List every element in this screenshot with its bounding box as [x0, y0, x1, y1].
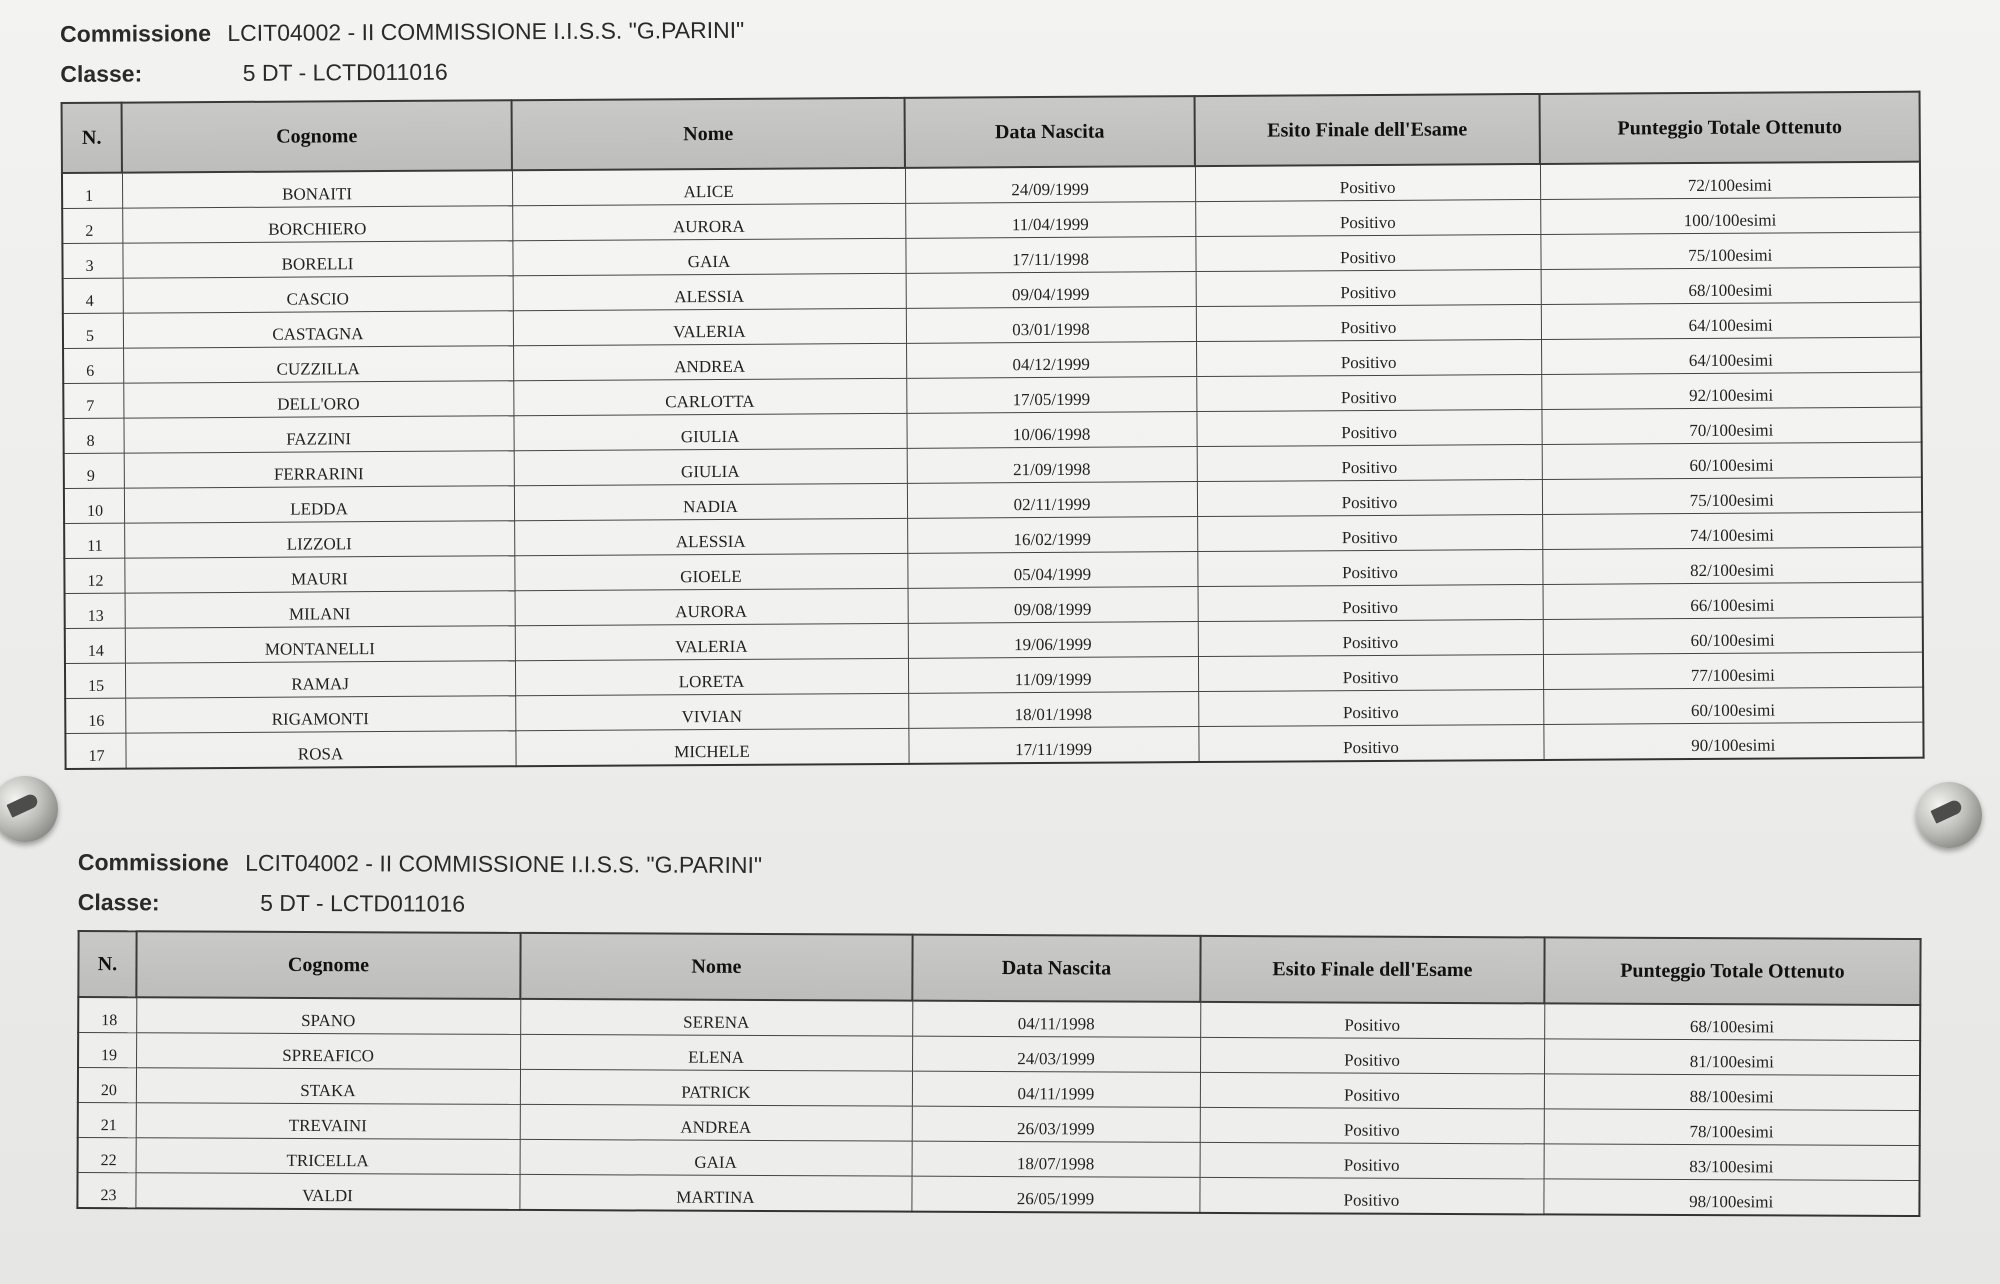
- column-header: Punteggio Totale Ottenuto: [1544, 937, 1920, 1005]
- column-header: Cognome: [122, 100, 512, 172]
- cell-number: 16: [65, 698, 125, 733]
- cell-nome: AURORA: [515, 588, 908, 625]
- cell-punteggio: 64/100esimi: [1541, 302, 1921, 339]
- cell-esito: Positivo: [1196, 409, 1541, 446]
- classe-value: 5 DT - LCTD011016: [260, 889, 466, 917]
- cell-data-nascita: 02/11/1999: [907, 482, 1197, 519]
- column-header: Esito Finale dell'Esame: [1195, 94, 1540, 166]
- cell-nome: ANDREA: [513, 343, 906, 380]
- cell-cognome: LEDDA: [124, 486, 514, 523]
- cell-data-nascita: 11/04/1999: [905, 202, 1195, 239]
- cell-esito: Positivo: [1198, 724, 1543, 762]
- cell-punteggio: 64/100esimi: [1541, 337, 1921, 374]
- cell-number: 1: [62, 173, 122, 209]
- cell-number: 22: [78, 1138, 136, 1173]
- cell-nome: PATRICK: [520, 1069, 912, 1106]
- cell-nome: NADIA: [514, 483, 907, 520]
- cell-esito: Positivo: [1197, 514, 1542, 551]
- cell-esito: Positivo: [1196, 269, 1541, 306]
- column-header: N.: [78, 931, 136, 997]
- cell-cognome: CASTAGNA: [123, 311, 513, 348]
- classe-label: Classe:: [77, 888, 160, 916]
- table-row: [77, 1173, 1919, 1217]
- cell-data-nascita: 18/07/1998: [912, 1141, 1200, 1177]
- cell-cognome: VALDI: [135, 1173, 519, 1210]
- cell-punteggio: 60/100esimi: [1542, 442, 1922, 479]
- cell-punteggio: 78/100esimi: [1544, 1109, 1920, 1146]
- cell-nome: MARTINA: [519, 1174, 911, 1211]
- cell-nome: AURORA: [512, 203, 905, 240]
- cell-punteggio: 83/100esimi: [1544, 1144, 1920, 1181]
- cell-esito: Positivo: [1200, 1072, 1544, 1109]
- column-header: Nome: [520, 933, 912, 1001]
- cell-number: 20: [78, 1068, 136, 1103]
- cell-punteggio: 72/100esimi: [1540, 162, 1920, 200]
- cell-esito: Positivo: [1197, 444, 1542, 481]
- cell-punteggio: 100/100esimi: [1540, 197, 1920, 234]
- table-header-row: [78, 931, 1920, 1005]
- cell-esito: Positivo: [1196, 304, 1541, 341]
- students-table: [61, 91, 1925, 770]
- cell-punteggio: 75/100esimi: [1540, 232, 1920, 269]
- cell-nome: ALESSIA: [513, 273, 906, 310]
- cell-number: 14: [65, 628, 125, 663]
- cell-esito: Positivo: [1196, 374, 1541, 411]
- cell-nome: GAIA: [520, 1139, 912, 1176]
- cell-cognome: ROSA: [125, 731, 515, 769]
- cell-esito: Positivo: [1195, 164, 1540, 202]
- classe-label: Classe:: [60, 60, 143, 87]
- cell-cognome: BORELLI: [122, 241, 512, 278]
- cell-esito: Positivo: [1196, 339, 1541, 376]
- cell-number: 15: [65, 663, 125, 698]
- cell-esito: Positivo: [1198, 584, 1543, 621]
- cell-esito: Positivo: [1195, 199, 1540, 236]
- cell-nome: SERENA: [520, 999, 912, 1036]
- cell-data-nascita: 17/05/1999: [906, 377, 1196, 414]
- cell-punteggio: 98/100esimi: [1543, 1179, 1919, 1216]
- cell-data-nascita: 04/11/1999: [912, 1071, 1200, 1107]
- cell-esito: Positivo: [1199, 1177, 1543, 1214]
- column-header: Esito Finale dell'Esame: [1200, 936, 1544, 1004]
- cell-esito: Positivo: [1200, 1142, 1544, 1179]
- cell-nome: GIULIA: [514, 448, 907, 485]
- classe-line: [78, 882, 1928, 930]
- cell-punteggio: 60/100esimi: [1543, 687, 1923, 724]
- cell-cognome: DELL'ORO: [123, 381, 513, 418]
- cell-number: 13: [65, 593, 125, 628]
- cell-cognome: STAKA: [136, 1068, 520, 1105]
- cell-cognome: CUZZILLA: [123, 346, 513, 383]
- cell-punteggio: 70/100esimi: [1541, 407, 1921, 444]
- cell-data-nascita: 26/05/1999: [911, 1176, 1199, 1213]
- cell-number: 9: [64, 453, 124, 488]
- commissione-value: LCIT04002 - II COMMISSIONE I.I.S.S. "G.PARINI": [227, 16, 745, 46]
- cell-punteggio: 75/100esimi: [1542, 477, 1922, 514]
- cell-number: 12: [64, 558, 124, 593]
- cell-esito: Positivo: [1200, 1107, 1544, 1144]
- cell-nome: LORETA: [515, 658, 908, 695]
- cell-cognome: SPREAFICO: [136, 1033, 520, 1070]
- cell-cognome: SPANO: [136, 997, 520, 1034]
- cell-cognome: CASCIO: [123, 276, 513, 313]
- cell-number: 18: [78, 997, 136, 1033]
- cell-nome: GIULIA: [513, 413, 906, 450]
- cell-data-nascita: 09/04/1999: [906, 272, 1196, 309]
- cell-data-nascita: 10/06/1998: [906, 412, 1196, 449]
- cell-esito: Positivo: [1197, 479, 1542, 516]
- cell-nome: ALICE: [512, 168, 905, 206]
- cell-punteggio: 68/100esimi: [1544, 1003, 1920, 1040]
- cell-punteggio: 81/100esimi: [1544, 1039, 1920, 1076]
- cell-cognome: TRICELLA: [136, 1138, 520, 1175]
- table-header-row: [62, 92, 1920, 173]
- column-header: Cognome: [136, 931, 520, 999]
- cell-punteggio: 88/100esimi: [1544, 1074, 1920, 1111]
- cell-punteggio: 77/100esimi: [1543, 652, 1923, 689]
- commissione-value: LCIT04002 - II COMMISSIONE I.I.S.S. "G.PARINI": [245, 849, 763, 878]
- cell-number: 10: [64, 488, 124, 523]
- cell-cognome: RIGAMONTI: [125, 696, 515, 733]
- cell-data-nascita: 09/08/1999: [908, 587, 1198, 624]
- cell-number: 19: [78, 1033, 136, 1068]
- cell-number: 2: [62, 208, 122, 243]
- section-2: [76, 842, 1928, 1217]
- cell-data-nascita: 24/09/1999: [905, 166, 1195, 203]
- cell-cognome: FERRARINI: [124, 451, 514, 488]
- cell-number: 7: [63, 383, 123, 418]
- cell-number: 8: [63, 418, 123, 453]
- cell-cognome: TREVAINI: [136, 1103, 520, 1140]
- cell-esito: Positivo: [1198, 619, 1543, 656]
- cell-number: 4: [63, 278, 123, 313]
- column-header: Nome: [512, 98, 905, 170]
- cell-cognome: MILANI: [125, 591, 515, 628]
- cell-punteggio: 68/100esimi: [1541, 267, 1921, 304]
- cell-data-nascita: 21/09/1998: [907, 447, 1197, 484]
- cell-esito: Positivo: [1200, 1002, 1544, 1039]
- cell-data-nascita: 03/01/1998: [906, 307, 1196, 344]
- cell-nome: VIVIAN: [515, 693, 908, 730]
- column-header: Punteggio Totale Ottenuto: [1540, 92, 1920, 164]
- cell-cognome: BONAITI: [122, 170, 512, 208]
- cell-cognome: LIZZOLI: [124, 521, 514, 558]
- cell-data-nascita: 17/11/1998: [905, 237, 1195, 274]
- cell-esito: Positivo: [1195, 234, 1540, 271]
- cell-number: 5: [63, 313, 123, 348]
- cell-data-nascita: 18/01/1998: [908, 692, 1198, 729]
- section-1: [60, 3, 1945, 770]
- column-header: N.: [62, 103, 122, 173]
- cell-data-nascita: 04/11/1998: [912, 1001, 1200, 1038]
- cell-punteggio: 74/100esimi: [1542, 512, 1922, 549]
- cell-punteggio: 66/100esimi: [1543, 582, 1923, 619]
- cell-nome: GAIA: [512, 238, 905, 275]
- classe-value: 5 DT - LCTD011016: [242, 58, 448, 86]
- cell-nome: VALERIA: [513, 308, 906, 345]
- cell-cognome: MONTANELLI: [125, 626, 515, 663]
- cell-number: 23: [77, 1173, 135, 1209]
- column-header: Data Nascita: [905, 96, 1195, 168]
- cell-data-nascita: 16/02/1999: [907, 517, 1197, 554]
- cell-nome: GIOELE: [514, 553, 907, 590]
- commissione-label: Commissione: [77, 848, 229, 876]
- cell-nome: ELENA: [520, 1034, 912, 1071]
- cell-data-nascita: 17/11/1999: [908, 727, 1198, 764]
- column-header: Data Nascita: [912, 935, 1200, 1002]
- cell-esito: Positivo: [1197, 549, 1542, 586]
- cell-cognome: RAMAJ: [125, 661, 515, 698]
- cell-number: 6: [63, 348, 123, 383]
- cell-cognome: FAZZINI: [123, 416, 513, 453]
- cell-cognome: MAURI: [124, 556, 514, 593]
- cell-number: 21: [78, 1103, 136, 1138]
- cell-data-nascita: 24/03/1999: [912, 1036, 1200, 1072]
- cell-punteggio: 60/100esimi: [1543, 617, 1923, 654]
- cell-nome: CARLOTTA: [513, 378, 906, 415]
- cell-cognome: BORCHIERO: [122, 206, 512, 243]
- cell-data-nascita: 11/09/1999: [908, 657, 1198, 694]
- commissione-label: Commissione: [60, 20, 212, 47]
- cell-nome: ANDREA: [520, 1104, 912, 1141]
- cell-punteggio: 90/100esimi: [1543, 722, 1923, 760]
- cell-data-nascita: 05/04/1999: [907, 552, 1197, 589]
- cell-number: 17: [65, 733, 125, 769]
- cell-nome: VALERIA: [515, 623, 908, 660]
- thumbtack-icon: [0, 776, 58, 842]
- cell-data-nascita: 19/06/1999: [908, 622, 1198, 659]
- cell-number: 3: [62, 243, 122, 278]
- cell-data-nascita: 04/12/1999: [906, 342, 1196, 379]
- cell-esito: Positivo: [1200, 1037, 1544, 1074]
- thumbtack-icon: [1916, 782, 1982, 848]
- cell-nome: MICHELE: [515, 728, 908, 766]
- cell-nome: ALESSIA: [514, 518, 907, 555]
- cell-punteggio: 82/100esimi: [1542, 547, 1922, 584]
- cell-esito: Positivo: [1198, 689, 1543, 726]
- cell-data-nascita: 26/03/1999: [912, 1106, 1200, 1142]
- cell-punteggio: 92/100esimi: [1541, 372, 1921, 409]
- cell-esito: Positivo: [1198, 654, 1543, 691]
- students-table: [76, 930, 1921, 1217]
- cell-number: 11: [64, 523, 124, 558]
